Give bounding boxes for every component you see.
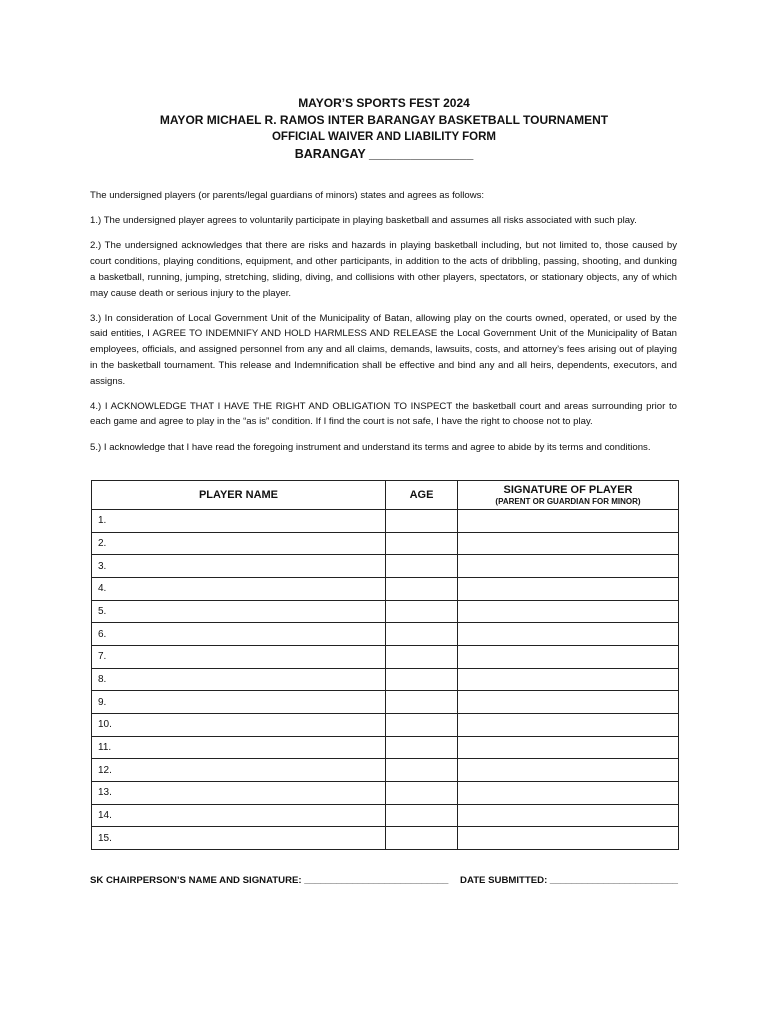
player-name-cell[interactable]: 5. [92,600,386,623]
player-name-cell[interactable]: 15. [92,827,386,850]
table-row [92,781,679,804]
age-cell[interactable] [386,781,458,804]
waiver-body [90,188,677,455]
table-row [92,736,679,759]
form-header [0,95,768,163]
age-cell[interactable] [386,555,458,578]
clause-3: 3.) In consideration of Local Government Unit of the Municipality of Batan, allowing play on the courts owned, operated, or used by the said entities, I AGREE TO INDEMNIFY AND HOLD HARMLESS AND RELEASE the Local Government Unit of the Municipality of Batan employees, officials, and assigned personnel from any and all claims, demands, lawsuits, costs, and attorney’s fees arising out of playing in the basketball tournament. This release and Indemnification shall be effective and bind any and all heirs, dependents, executors, and assigns. [90,312,677,387]
table-row [92,827,679,850]
player-name-cell[interactable]: 9. [92,691,386,714]
signature-header-sublabel: (PARENT OR GUARDIAN FOR MINOR) [495,496,641,506]
clause-4: 4.) I ACKNOWLEDGE THAT I HAVE THE RIGHT AND OBLIGATION TO INSPECT the basketball court and areas surrounding prior to each game and agree to play in the “as is” condition. If I find the court is not safe, I have the right to choose not to play. [90,400,677,428]
table-row [92,804,679,827]
signature-cell[interactable] [458,510,679,533]
table-row [92,759,679,782]
age-cell[interactable] [386,577,458,600]
player-name-cell[interactable]: 11. [92,736,386,759]
signature-cell[interactable] [458,645,679,668]
signature-header-label: SIGNATURE OF PLAYER [503,483,633,496]
form-title: OFFICIAL WAIVER AND LIABILITY FORM [271,131,497,143]
player-name-cell[interactable]: 13. [92,781,386,804]
tournament-title: MAYOR MICHAEL R. RAMOS INTER BARANGAY BASKETBALL TOURNAMENT [159,113,609,127]
age-cell[interactable] [386,668,458,691]
table-row [92,623,679,646]
age-cell[interactable] [386,532,458,555]
signature-cell[interactable] [458,555,679,578]
signature-cell[interactable] [458,713,679,736]
player-name-cell[interactable]: 10. [92,713,386,736]
table-row [92,645,679,668]
sk-chairperson-signature-line: SK CHAIRPERSON’S NAME AND SIGNATURE: ___________________________ [90,875,449,886]
age-cell[interactable] [386,804,458,827]
player-name-cell[interactable]: 3. [92,555,386,578]
player-name-cell[interactable]: 6. [92,623,386,646]
clause-1: 1.) The undersigned player agrees to voluntarily participate in playing basketball and assumes all risks associated with such play. [90,215,637,227]
player-name-cell[interactable]: 12. [92,759,386,782]
column-header-signature [458,481,679,510]
age-cell[interactable] [386,645,458,668]
signature-cell[interactable] [458,532,679,555]
age-cell[interactable] [386,759,458,782]
player-name-cell[interactable]: 2. [92,532,386,555]
age-cell[interactable] [386,623,458,646]
signature-cell[interactable] [458,668,679,691]
age-cell[interactable] [386,736,458,759]
signature-cell[interactable] [458,781,679,804]
table-row [92,600,679,623]
age-cell[interactable] [386,600,458,623]
intro-paragraph: The undersigned players (or parents/legal guardians of minors) states and agrees as follows: [90,190,485,201]
clause-2: 2.) The undersigned acknowledges that there are risks and hazards in playing basketball including, but not limited to, those caused by court conditions, playing conditions, equipment, and other participants, in addition to the acts of dribbling, passing, shooting, and dunking a basketball, running, jumping, stretching, sliding, diving, and collisions with other players, spectators, or stationary objects, any of which may cause death or serious injury to the player. [90,240,677,299]
clause-5: 5.) I acknowledge that I have read the foregoing instrument and understand its terms and agree to abide by its terms and conditions. [90,441,651,453]
signature-cell[interactable] [458,736,679,759]
table-row [92,510,679,533]
signature-cell[interactable] [458,827,679,850]
signature-cell[interactable] [458,623,679,646]
table-row [92,532,679,555]
signature-cell[interactable] [458,804,679,827]
player-roster-table [91,480,679,850]
signature-cell[interactable] [458,600,679,623]
signature-cell[interactable] [458,577,679,600]
signature-cell[interactable] [458,691,679,714]
age-cell[interactable] [386,510,458,533]
form-footer [90,875,678,886]
table-row [92,555,679,578]
signature-cell[interactable] [458,759,679,782]
table-row [92,713,679,736]
event-title: MAYOR’S SPORTS FEST 2024 [298,96,470,110]
barangay-field: BARANGAY _______________ [294,147,474,161]
column-header-age: AGE [386,481,458,510]
age-cell[interactable] [386,713,458,736]
player-name-cell[interactable]: 14. [92,804,386,827]
player-name-cell[interactable]: 7. [92,645,386,668]
date-submitted-line: DATE SUBMITTED: ________________________ [460,875,678,886]
player-name-cell[interactable]: 1. [92,510,386,533]
table-row [92,668,679,691]
player-name-cell[interactable]: 4. [92,577,386,600]
age-cell[interactable] [386,691,458,714]
table-row [92,691,679,714]
column-header-player-name: PLAYER NAME [92,481,386,510]
table-header-row [92,481,679,510]
table-row [92,577,679,600]
age-cell[interactable] [386,827,458,850]
player-name-cell[interactable]: 8. [92,668,386,691]
